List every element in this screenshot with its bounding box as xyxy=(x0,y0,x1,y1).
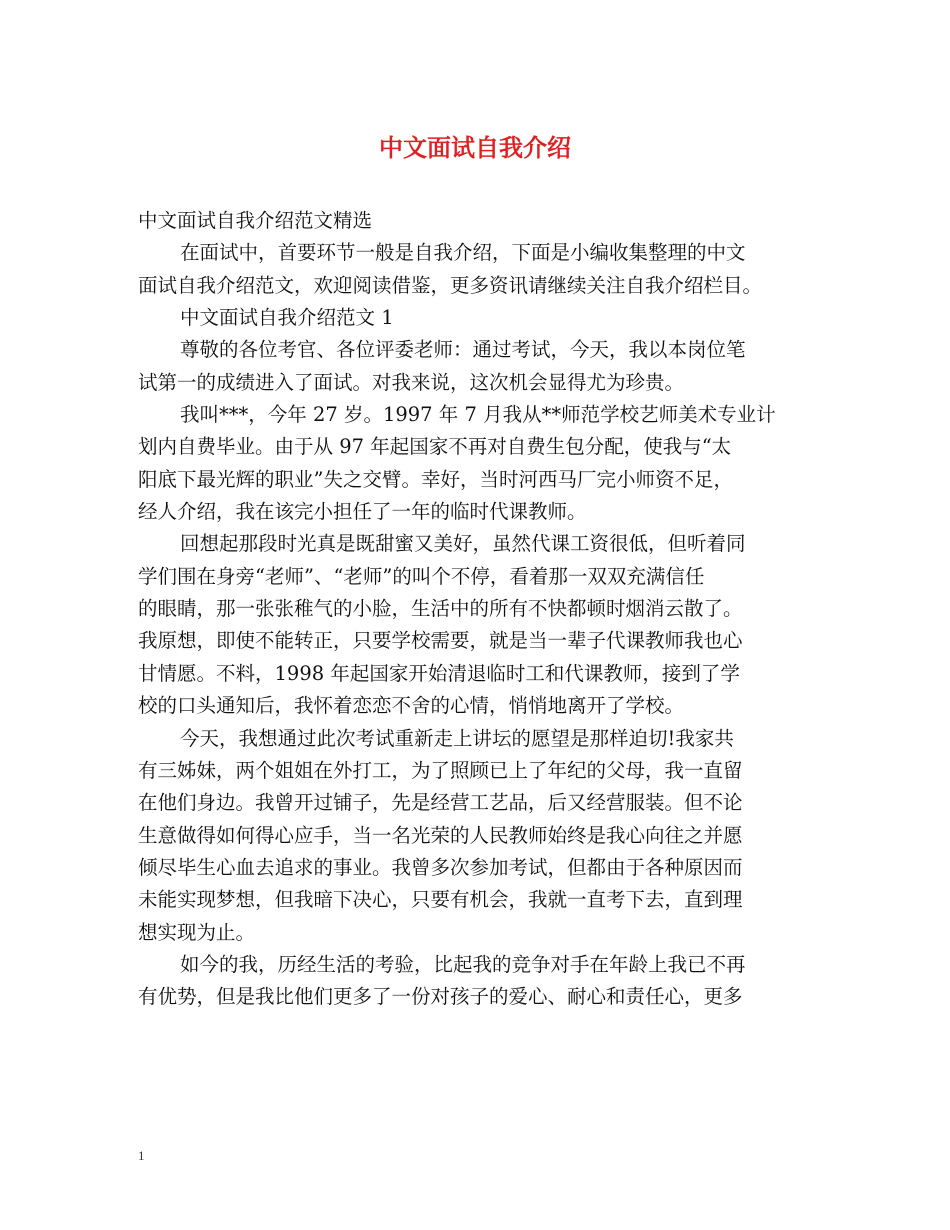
document-title: 中文面试自我介绍 xyxy=(379,133,571,162)
text-line: 的眼睛，那一张张稚气的小脸，生活中的所有不快都顿时烟消云散了。 xyxy=(138,597,743,621)
text-line: 回想起那段时光真是既甜蜜又美好，虽然代课工资很低，但听着同 xyxy=(180,532,746,556)
text-line: 我叫***，今年 27 岁。1997 年 7 月我从**师范学校艺师美术专业计 xyxy=(180,403,776,427)
text-line: 有三姊妹，两个姐姐在外打工，为了照顾已上了年纪的父母，我一直留 xyxy=(138,758,743,782)
text-line: 面试自我介绍范文，欢迎阅读借鉴，更多资讯请继续关注自我介绍栏目。 xyxy=(138,273,763,297)
text-line: 有优势，但是我比他们更多了一份对孩子的爱心、耐心和责任心，更多 xyxy=(138,985,743,1009)
text-line: 划内自费毕业。由于从 97 年起国家不再对自费生包分配，使我与“太 xyxy=(138,435,732,459)
text-line: 甘情愿。不料，1998 年起国家开始清退临时工和代课教师，接到了学 xyxy=(138,661,740,685)
text-line: 中文面试自我介绍范文 1 xyxy=(180,306,394,330)
text-line: 想实现为止。 xyxy=(138,920,256,944)
document-body xyxy=(138,205,822,1014)
text-line: 今天，我想通过此次考试重新走上讲坛的愿望是那样迫切!我家共 xyxy=(180,726,734,750)
text-line: 如今的我，历经生活的考验，比起我的竞争对手在年龄上我已不再 xyxy=(180,952,746,976)
text-line: 倾尽毕生心血去追求的事业。我曾多次参加考试，但都由于各种原因而 xyxy=(138,855,743,879)
text-line: 未能实现梦想，但我暗下决心，只要有机会，我就一直考下去，直到理 xyxy=(138,888,743,912)
text-line: 在面试中，首要环节一般是自我介绍，下面是小编收集整理的中文 xyxy=(180,241,746,265)
text-line: 试第一的成绩进入了面试。对我来说，这次机会显得尤为珍贵。 xyxy=(138,370,685,394)
text-line: 经人介绍，我在该完小担任了一年的临时代课教师。 xyxy=(138,500,587,524)
text-line: 阳底下最光辉的职业”失之交臂。幸好，当时河西马厂完小师资不足， xyxy=(138,467,733,491)
text-line: 中文面试自我介绍范文精选 xyxy=(138,209,373,232)
page-number: 1 xyxy=(138,1148,145,1163)
text-line: 校的口头通知后，我怀着恋恋不舍的心情，悄悄地离开了学校。 xyxy=(138,694,685,718)
text-line: 我原想，即使不能转正，只要学校需要，就是当一辈子代课教师我也心 xyxy=(138,629,743,653)
text-line: 生意做得如何得心应手，当一名光荣的人民教师始终是我心向往之并愿 xyxy=(138,823,743,847)
text-line: 学们围在身旁“老师”、“老师”的叫个不停，看着那一双双充满信任 xyxy=(138,564,705,588)
text-line: 在他们身边。我曾开过铺子，先是经营工艺品，后又经营服装。但不论 xyxy=(138,791,743,815)
text-line: 尊敬的各位考官、各位评委老师：通过考试，今天，我以本岗位笔 xyxy=(180,338,746,362)
